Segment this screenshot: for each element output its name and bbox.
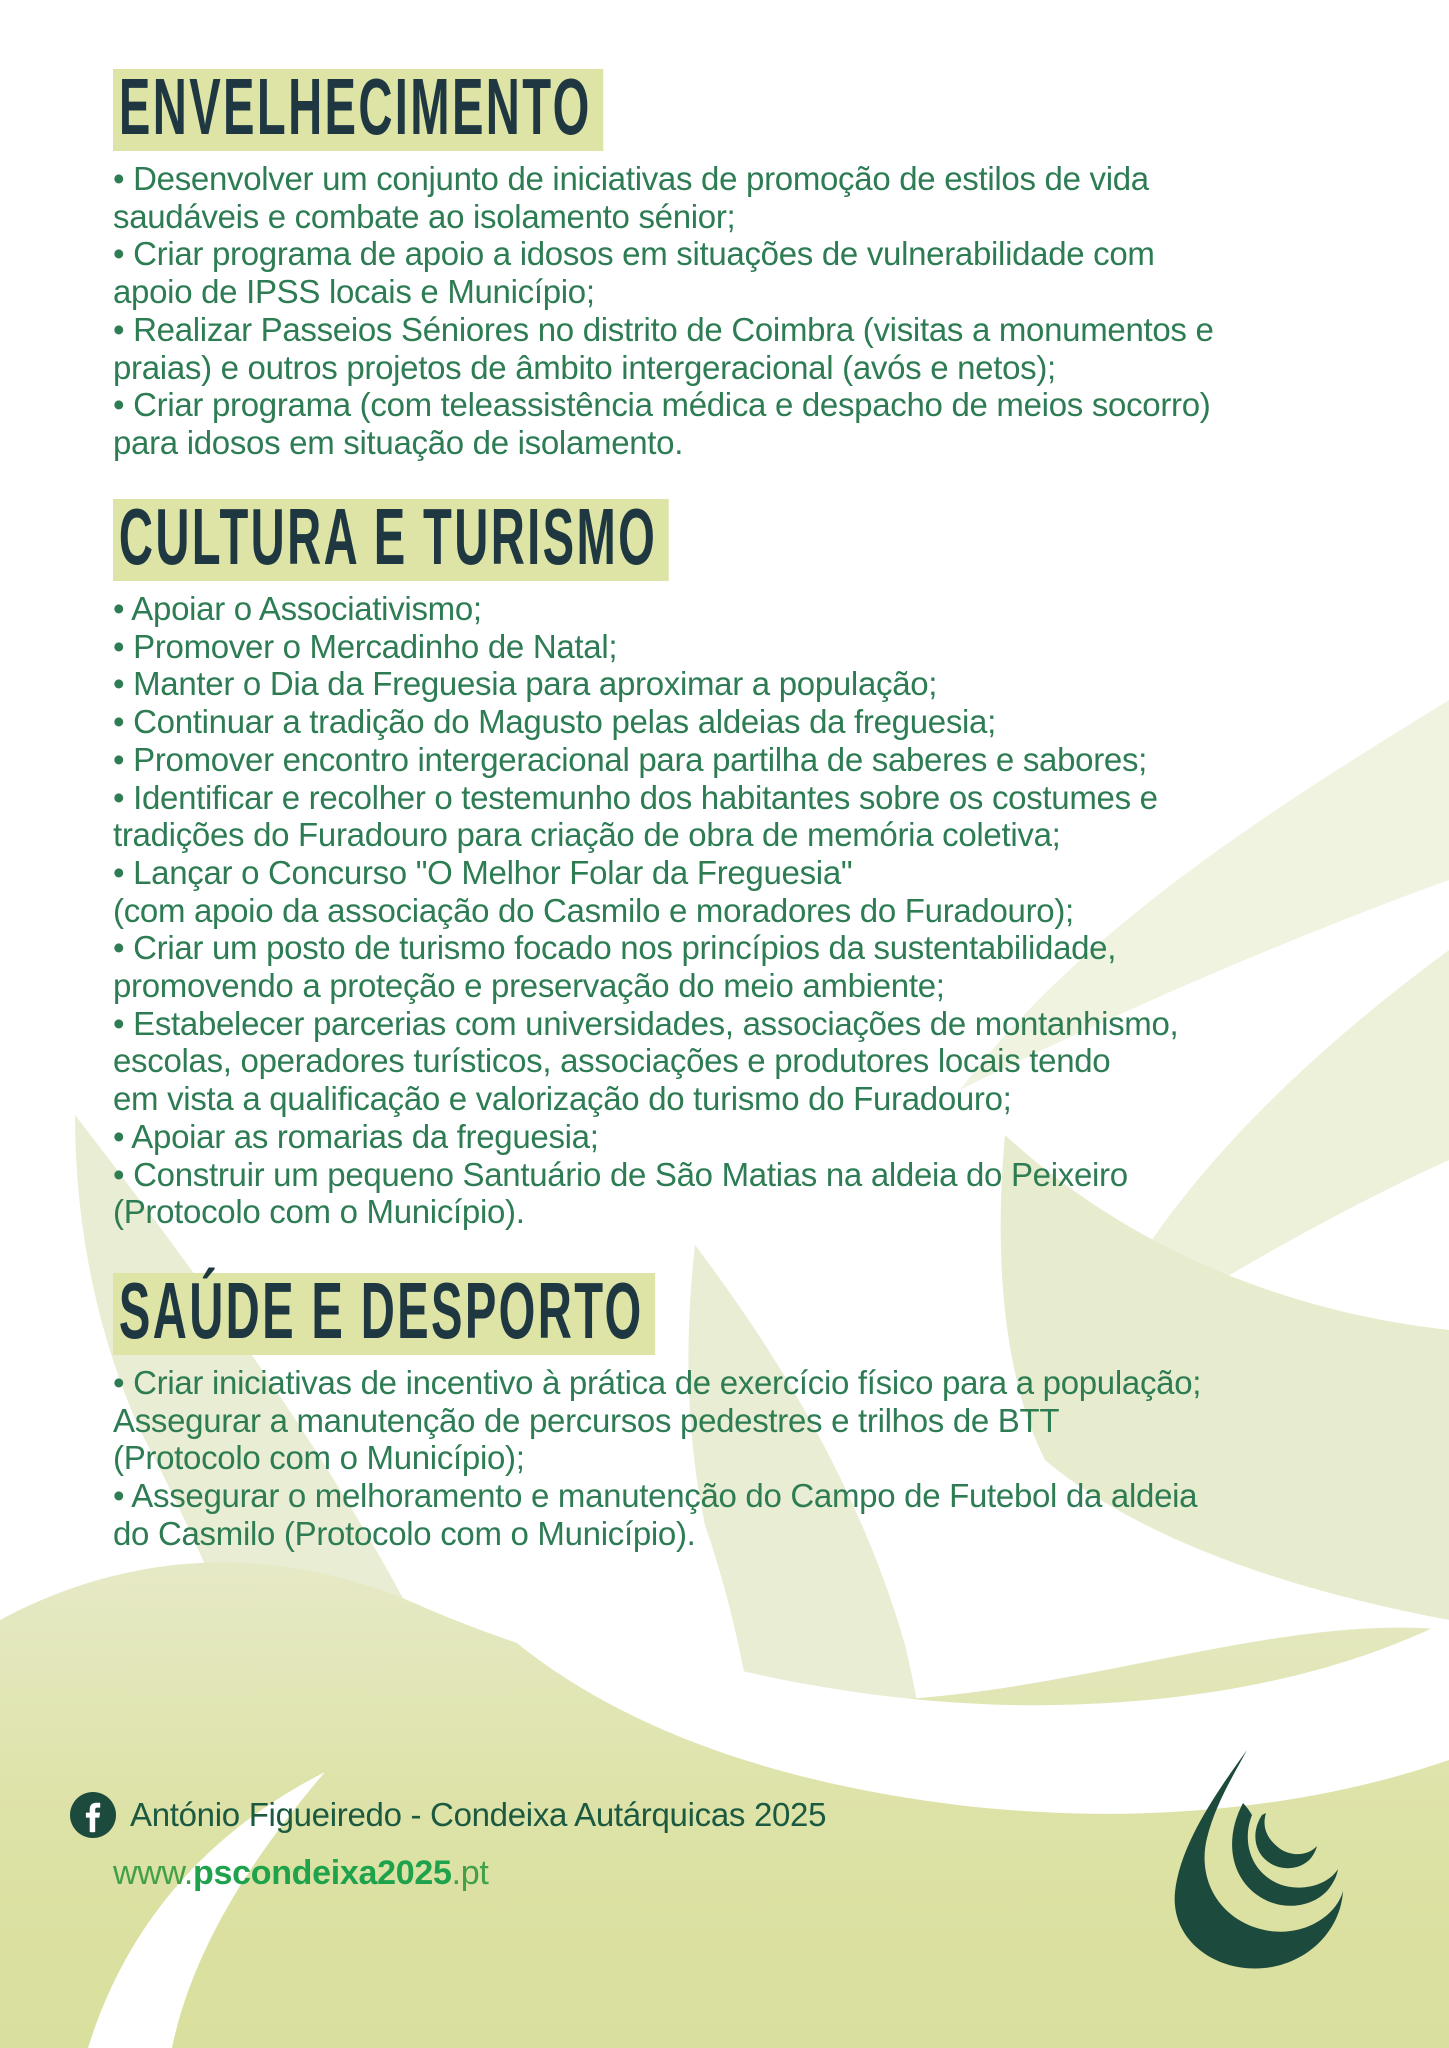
body-line: • Criar um posto de turismo focado nos princípios da sustentabilidade, xyxy=(113,929,1117,967)
body-line: • Criar programa (com teleassistência médica e despacho de meios socorro) xyxy=(113,386,1211,424)
body-line: • Estabelecer parcerias com universidades, associações de montanhismo, xyxy=(113,1004,1179,1042)
body-line: • Promover encontro intergeracional para partilha de saberes e sabores; xyxy=(113,740,1148,778)
body-line: • Apoiar o Associativismo; xyxy=(113,590,482,627)
body-line: • Manter o Dia da Freguesia para aproximar a população; xyxy=(113,665,938,703)
body-line: • Apoiar as romarias da freguesia; xyxy=(113,1117,599,1155)
body-line: • Criar programa de apoio a idosos em situações de vulnerabilidade com xyxy=(113,235,1155,273)
url-tld: .pt xyxy=(451,1854,489,1892)
url-prefix: www. xyxy=(113,1854,194,1892)
body-line: • Construir um pequeno Santuário de São Matias na aldeia do Peixeiro xyxy=(113,1155,1128,1193)
section-cultura-e-turismo xyxy=(113,492,1403,1231)
body-line: promovendo a proteção e preservação do meio ambiente; xyxy=(113,967,945,1005)
body-line: (Protocolo com o Município). xyxy=(113,1193,525,1231)
section-title: CULTURA E TURISMO xyxy=(113,499,669,581)
body-line: escolas, operadores turísticos, associações e produtores locais tendo xyxy=(113,1042,1111,1080)
body-line: praias) e outros projetos de âmbito intergeracional (avós e netos); xyxy=(113,348,1056,386)
footer xyxy=(70,1792,827,1892)
facebook-page-name[interactable]: António Figueiredo - Condeixa Autárquicas 2025 xyxy=(130,1796,827,1833)
website-url[interactable] xyxy=(113,1854,488,1893)
section-body xyxy=(113,590,1403,1231)
body-line: • Continuar a tradição do Magusto pelas aldeias da freguesia; xyxy=(113,703,996,741)
body-line: • Lançar o Concurso "O Melhor Folar da Freguesia" xyxy=(113,853,853,891)
body-line: • Promover o Mercadinho de Natal; xyxy=(113,627,618,665)
body-line: apoio de IPSS locais e Município; xyxy=(113,273,595,311)
body-line: (com apoio da associação do Casmilo e moradores do Furadouro); xyxy=(113,891,1074,929)
section-envelhecimento xyxy=(113,62,1403,462)
body-line: • Criar iniciativas de incentivo à prática de exercício físico para a população; xyxy=(113,1364,1202,1401)
body-line: saudáveis e combate ao isolamento sénior; xyxy=(113,197,736,235)
body-line: • Identificar e recolher o testemunho dos habitantes sobre os costumes e xyxy=(113,778,1158,816)
body-line: Assegurar a manutenção de percursos pedestres e trilhos de BTT xyxy=(113,1401,1060,1439)
section-body xyxy=(113,160,1403,462)
body-line: do Casmilo (Protocolo com o Município). xyxy=(113,1514,696,1552)
facebook-icon[interactable] xyxy=(70,1792,116,1838)
section-title: SAÚDE E DESPORTO xyxy=(113,1273,655,1355)
body-line: tradições do Furadouro para criação de obra de memória coletiva; xyxy=(113,816,1061,854)
body-line: • Desenvolver um conjunto de iniciativas de promoção de estilos de vida xyxy=(113,160,1149,197)
url-domain: pscondeixa2025 xyxy=(193,1854,452,1892)
section-title: ENVELHECIMENTO xyxy=(113,69,603,151)
body-line: (Protocolo com o Município); xyxy=(113,1439,525,1477)
section-saude-e-desporto xyxy=(113,1266,1403,1553)
body-line: em vista a qualificação e valorização do turismo do Furadouro; xyxy=(113,1080,1012,1118)
body-line: • Realizar Passeios Séniores no distrito de Coimbra (visitas a monumentos e xyxy=(113,310,1214,348)
body-line: • Assegurar o melhoramento e manutenção do Campo de Futebol da aldeia xyxy=(113,1477,1198,1515)
body-line: para idosos em situação de isolamento. xyxy=(113,423,684,461)
facebook-row xyxy=(70,1792,826,1838)
section-body xyxy=(113,1364,1403,1553)
